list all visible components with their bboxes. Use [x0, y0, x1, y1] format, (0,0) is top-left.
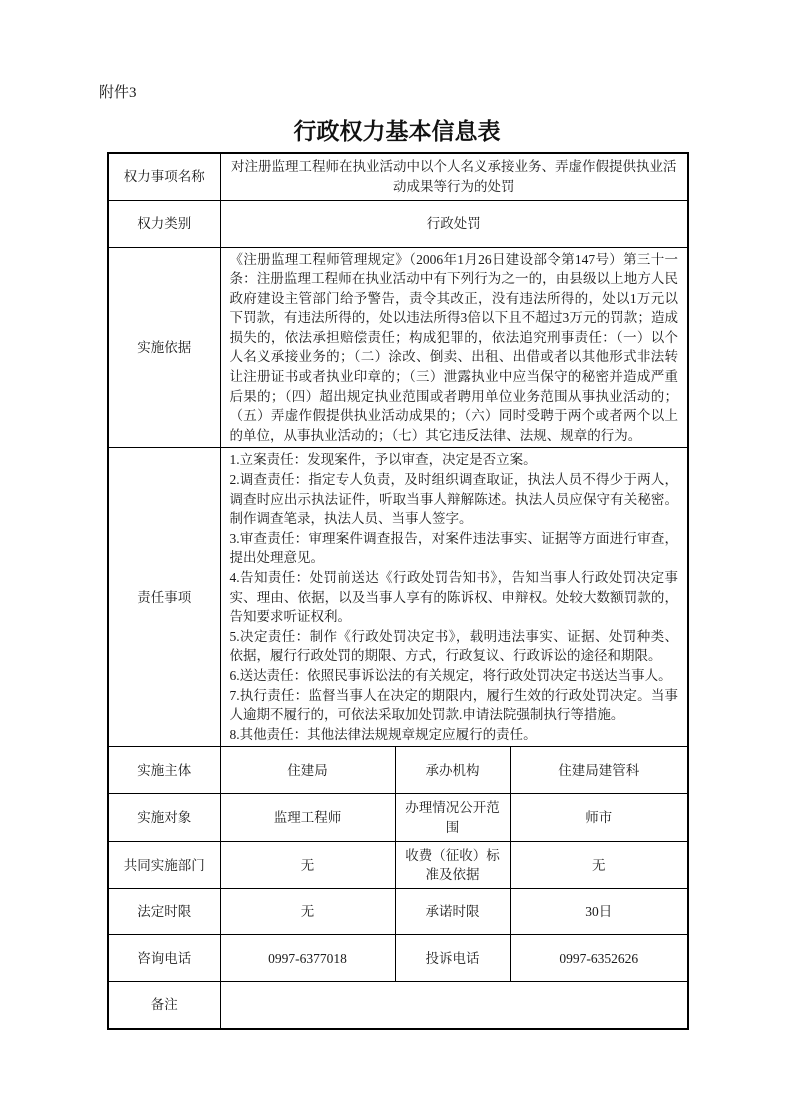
label-joint-implementation-department: 共同实施部门	[108, 842, 220, 889]
label-power-item-name: 权力事项名称	[108, 153, 220, 200]
value-joint-implementation-department: 无	[220, 842, 395, 889]
duty-item: 2.调查责任：指定专人负责，及时组织调查取证，执法人员不得少于两人，调查时应出示执法证件，听取当事人辩解陈述。执法人员应保守有关秘密。制作调查笔录，执法人员、当事人签字。	[229, 472, 679, 527]
label-implementing-body: 实施主体	[108, 747, 220, 794]
label-complaint-phone: 投诉电话	[395, 935, 510, 982]
value-power-category: 行政处罚	[220, 200, 688, 247]
page-title: 行政权力基本信息表	[293, 119, 501, 144]
info-table	[107, 152, 689, 1030]
value-remark	[220, 982, 688, 1029]
label-power-category: 权力类别	[108, 200, 220, 247]
value-disclosure-scope: 师市	[510, 794, 688, 842]
duty-item: 5.决定责任：制作《行政处罚决定书》，载明违法事实、证据、处罚种类、依据，履行行政处罚的期限、方式，行政复议、行政诉讼的途径和期限。	[229, 628, 679, 664]
value-power-item-name: 对注册监理工程师在执业活动中以个人名义承接业务、弄虚作假提供执业活动成果等行为的处罚	[220, 153, 688, 200]
duty-item: 8.其他责任：其他法律法规规章规定应履行的责任。	[229, 726, 537, 742]
table-row-remark	[108, 982, 688, 1029]
value-implementation-target: 监理工程师	[220, 794, 395, 842]
duty-item: 6.送达责任：依照民事诉讼法的有关规定，将行政处罚决定书送达当事人。	[229, 667, 672, 683]
table-row-implementing-body	[108, 747, 688, 794]
attachment-label: 附件3	[99, 85, 137, 101]
duty-item: 3.审查责任：审理案件调查报告，对案件违法事实、证据等方面进行审查，提出处理意见。	[229, 530, 679, 566]
label-fee-standard: 收费（征收）标准及依据	[395, 842, 510, 889]
value-fee-standard: 无	[510, 842, 688, 889]
value-responsibility-items	[220, 448, 688, 747]
value-undertaking-agency: 住建局建管科	[510, 747, 688, 794]
value-complaint-phone: 0997-6352626	[510, 935, 688, 982]
table-row-implementation-basis	[108, 247, 688, 448]
label-statutory-time-limit: 法定时限	[108, 889, 220, 935]
duty-item: 1.立案责任：发现案件，予以审查，决定是否立案。	[229, 452, 537, 468]
label-implementation-basis: 实施依据	[108, 247, 220, 448]
label-disclosure-scope: 办理情况公开范围	[395, 794, 510, 842]
value-consultation-phone: 0997-6377018	[220, 935, 395, 982]
duty-item: 7.执行责任：监督当事人在决定的期限内，履行生效的行政处罚决定。当事人逾期不履行的，可依法采取加处罚款.申请法院强制执行等措施。	[229, 687, 679, 723]
value-statutory-time-limit: 无	[220, 889, 395, 935]
value-implementing-body: 住建局	[220, 747, 395, 794]
table-row-implementation-target	[108, 794, 688, 842]
table-row-joint-department	[108, 842, 688, 889]
table-row-time-limits	[108, 889, 688, 935]
value-promised-time-limit: 30日	[510, 889, 688, 935]
table-row-phones	[108, 935, 688, 982]
label-promised-time-limit: 承诺时限	[395, 889, 510, 935]
table-row-power-item-name	[108, 153, 688, 200]
value-implementation-basis: 《注册监理工程师管理规定》（2006年1月26日建设部令第147号）第三十一条：注册监理工程师在执业活动中有下列行为之一的，由县级以上地方人民政府建设主管部门给予警告，责令其改正，没有违法所得的，处以1万元以下罚款，有违法所得的，处以违法所得3倍以下且不超过3万元的罚款；造成损失的，依法承担赔偿责任；构成犯罪的，依法追究刑事责任：（一）以个人名义承接业务的；（二）涂改、倒卖、出租、出借或者以其他形式非法转让注册证书或者执业印章的；（三）泄露执业中应当保守的秘密并造成严重后果的；（四）超出规定执业范围或者聘用单位业务范围从事执业活动的；（五）弄虚作假提供执业活动成果的；（六）同时受聘于两个或者两个以上的单位，从事执业活动的；（七）其它违反法律、法规、规章的行为。	[220, 247, 688, 448]
table-row-power-category	[108, 200, 688, 247]
table-row-responsibility-items	[108, 448, 688, 747]
label-implementation-target: 实施对象	[108, 794, 220, 842]
duty-item: 4.告知责任：处罚前送达《行政处罚告知书》，告知当事人行政处罚决定事实、理由、依据，以及当事人享有的陈诉权、申辩权。处较大数额罚款的，告知要求听证权利。	[229, 570, 679, 625]
label-responsibility-items: 责任事项	[108, 448, 220, 747]
label-consultation-phone: 咨询电话	[108, 935, 220, 982]
label-undertaking-agency: 承办机构	[395, 747, 510, 794]
label-remark: 备注	[108, 982, 220, 1029]
